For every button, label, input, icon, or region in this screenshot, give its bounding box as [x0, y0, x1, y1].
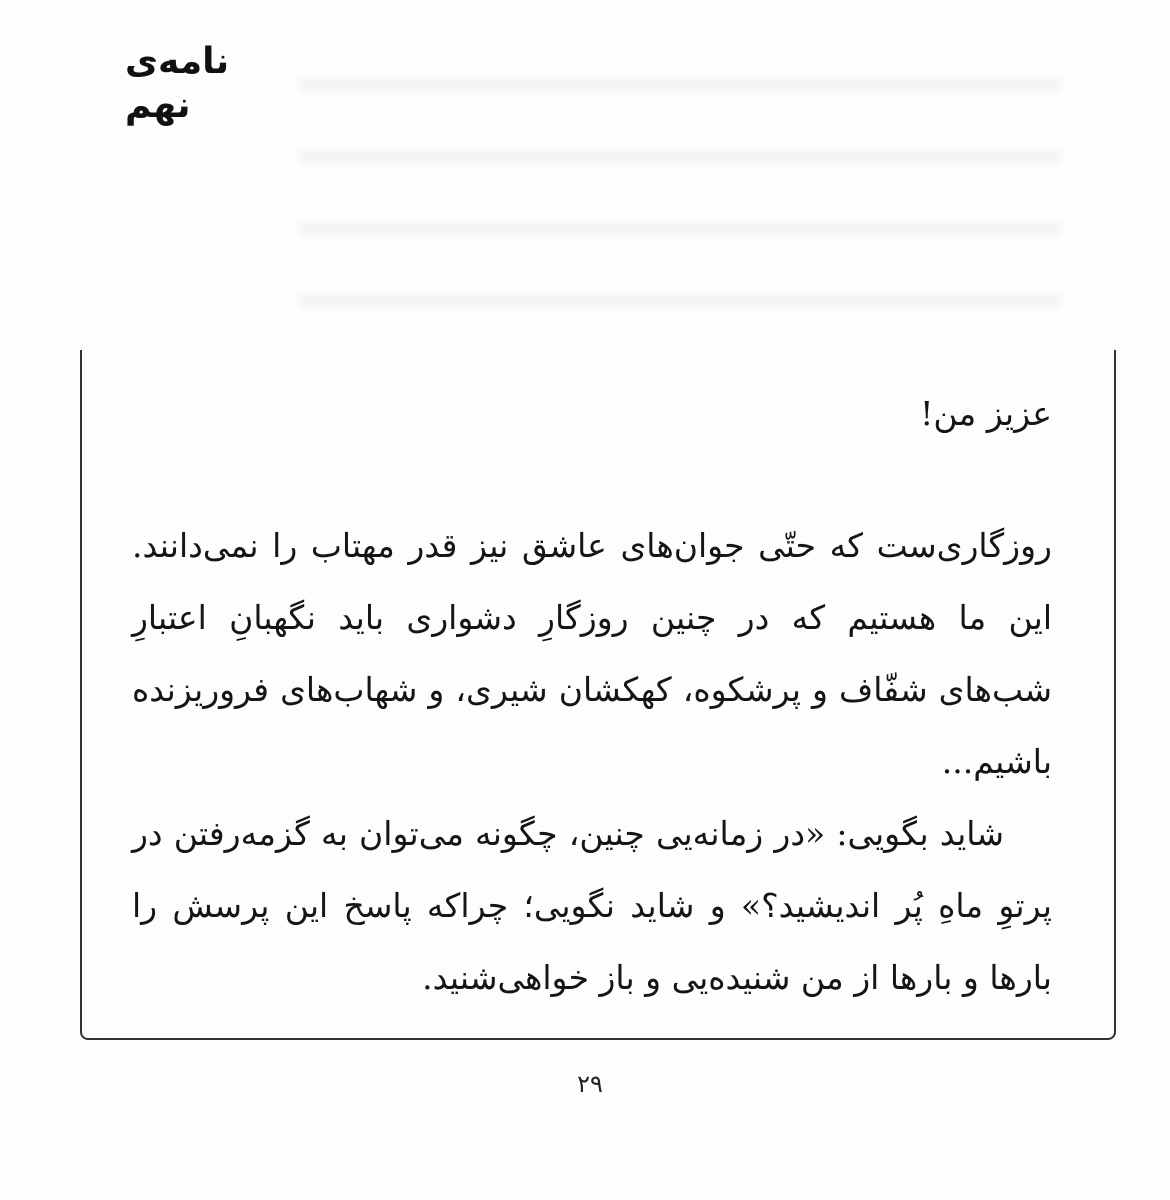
page-show-through	[300, 30, 1060, 330]
page-title: نامه‌ی نهم	[125, 41, 230, 126]
letter-paragraph-2: شاید بگویی: «در زمانه‌یی چنین، چگونه می‌توان به گزمه‌رفتن در پرتوِ ماهِ پُر اندیشید؟» و شاید نگویی؛ چراکه پاسخ این پرسش را بارها و بارها از من شنیده‌یی و باز خواهی‌شنید.	[132, 814, 1052, 997]
letter-paragraph-1: روزگاری‌ست که حتّی جوان‌های عاشق نیز قدر مهتاب را نمی‌دانند. این ما هستیم که در چنین روزگارِ دشواری باید نگهبانِ اعتبارِ شب‌های شفّاف و پرشکوه، کهکشان شیری، و شهاب‌های فروریزنده باشیم...	[132, 526, 1052, 781]
page-number: ۲۹	[577, 1070, 603, 1098]
letter-salutation: عزیز من!	[920, 394, 1052, 433]
